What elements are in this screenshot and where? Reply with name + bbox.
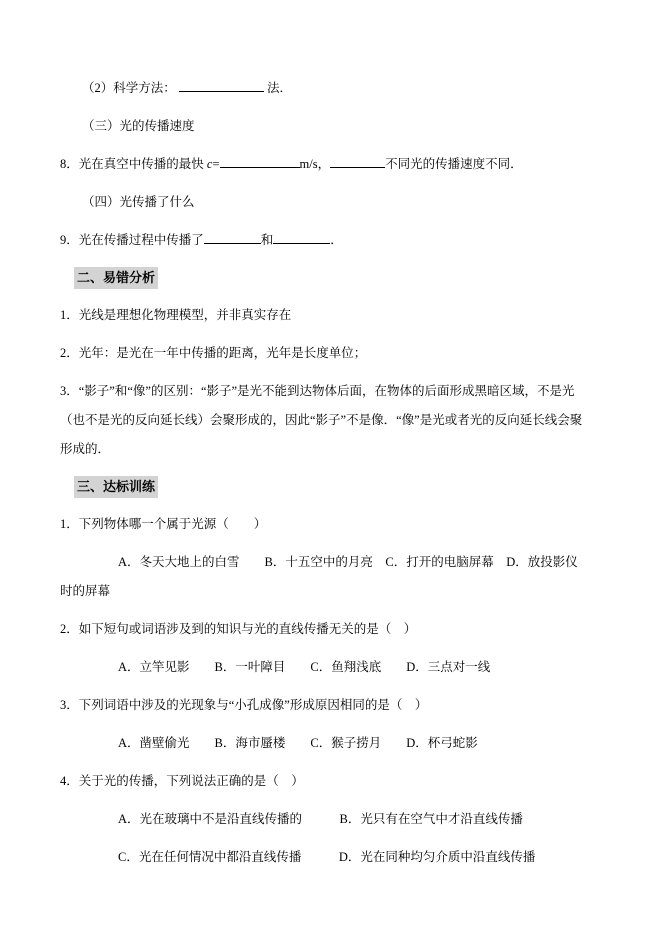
question-4-options-cd (60, 843, 589, 872)
question-1-options (60, 548, 589, 606)
blank-line (204, 230, 261, 244)
item-text-suffix: 法． (267, 81, 293, 95)
section-heading-text: 三、达标训练 (74, 476, 158, 498)
variable-c: c (206, 157, 213, 171)
item-text-prefix: 8．光在真空中传播的最快 (60, 157, 207, 171)
note-text: 1．光线是理想化物理模型，并非真实存在 (60, 308, 292, 322)
blank-line (330, 154, 385, 168)
question-text: 4．关于光的传播，下列说法正确的是（ ） (60, 774, 304, 788)
blank-line (179, 78, 264, 92)
question-4-options-ab (60, 805, 589, 834)
equals-sign: = (212, 157, 220, 171)
question-3-stem (60, 691, 589, 720)
options-text: A．光在玻璃中不是沿直线传播的 B．光只有在空气中才沿直线传播 (118, 812, 523, 826)
options-text: A．冬天大地上的白雪 B．十五空中的月亮 C．打开的电脑屏幕 D．放投影仪时的屏幕 (60, 555, 578, 598)
subsection-title-what-light-carries (60, 188, 589, 217)
options-text: A．凿壁偷光 B．海市蜃楼 C．猴子捞月 D．杯弓蛇影 (118, 736, 478, 750)
item-text-prefix: 9．光在传播过程中传播了 (60, 233, 204, 247)
blank-line (273, 230, 330, 244)
item-text-suffix: 不同光的传播速度不同． (385, 157, 523, 171)
section-heading-text: 二、易错分析 (74, 267, 158, 289)
question-2-options (60, 653, 589, 682)
question-3-options (60, 729, 589, 758)
options-text: C．光在任何情况中都沿直线传播 D．光在同种均匀介质中沿直线传播 (118, 850, 536, 864)
options-text: A．立竿见影 B．一叶障目 C．鱼翔浅底 D．三点对一线 (118, 660, 491, 674)
item-text-prefix: （2）科学方法： (82, 81, 176, 95)
question-1-stem (60, 510, 589, 539)
error-note-1 (60, 301, 589, 330)
question-4-stem (60, 767, 589, 796)
section-heading-practice (60, 473, 589, 502)
fill-in-item-scientific-method (60, 74, 589, 103)
note-text: 2．光年：是光在一年中传播的距离，光年是长度单位； (60, 346, 367, 360)
question-text: 1．下列物体哪一个属于光源（ ） (60, 517, 267, 531)
subsection-title-text: （四）光传播了什么 (82, 195, 195, 209)
blank-line (220, 154, 300, 168)
fill-in-item-8 (60, 150, 589, 179)
question-2-stem (60, 615, 589, 644)
question-text: 2．如下短句或词语涉及到的知识与光的直线传播无关的是（ ） (60, 622, 417, 636)
subsection-title-light-speed (60, 112, 589, 141)
question-text: 3．下列词语中涉及的光现象与“小孔成像”形成原因相同的是（ ） (60, 698, 428, 712)
fill-in-item-9 (60, 226, 589, 255)
section-heading-errors (60, 264, 589, 293)
note-text: 3．“影子”和“像”的区别：“影子”是光不能到达物体后面，在物体的后面形成黑暗区域，不是光（也不是光的反向延长线）会聚形成的，因此“影子”不是像．“像”是光或者光的反向延长线会聚形成的． (60, 384, 583, 456)
item-text-suffix: ． (330, 233, 343, 247)
error-note-2 (60, 339, 589, 368)
subsection-title-text: （三）光的传播速度 (82, 119, 195, 133)
error-note-3 (60, 377, 589, 464)
unit-text: m/s， (299, 157, 331, 171)
item-text-mid: 和 (260, 233, 274, 247)
